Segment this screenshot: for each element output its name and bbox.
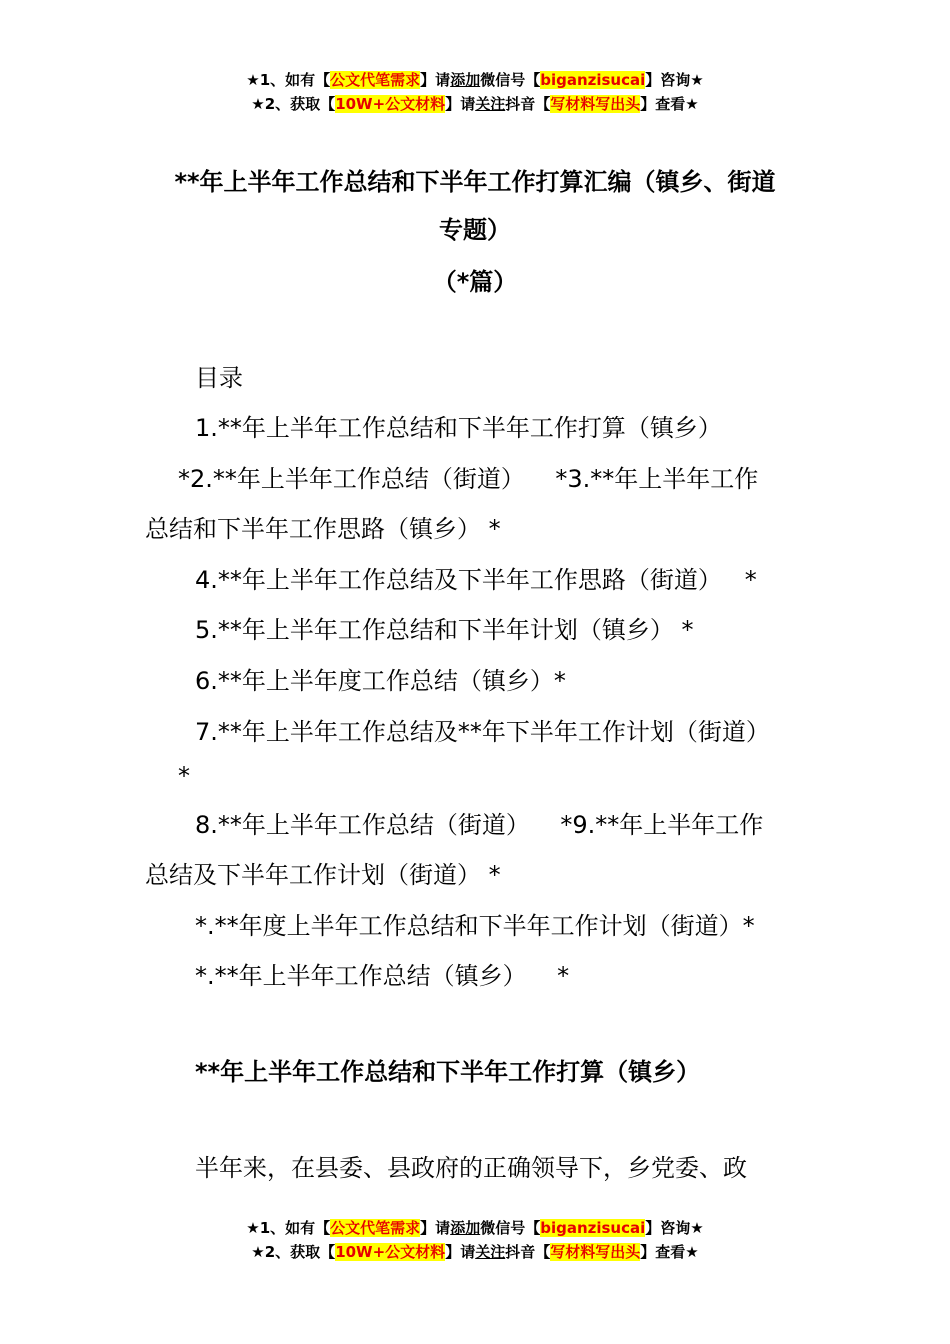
- toc-heading: 目录: [195, 364, 243, 392]
- banner-highlight: 写材料写出头: [550, 95, 641, 113]
- banner-text: ★1、如有【: [246, 71, 331, 89]
- banner-underline: 关注: [475, 95, 506, 113]
- banner-text: 】查看★: [640, 95, 699, 113]
- section-heading: **年上半年工作总结和下半年工作打算（镇乡）: [195, 1058, 701, 1086]
- banner-text: ★2、获取【: [251, 95, 336, 113]
- banner-text: 】咨询★: [645, 71, 704, 89]
- toc-line: *.**年度上半年工作总结和下半年工作计划（街道）*: [195, 912, 755, 940]
- toc-line: 4.**年上半年工作总结及下半年工作思路（街道） *: [195, 566, 757, 594]
- banner-text: 】请: [445, 1243, 476, 1261]
- banner-underline: 关注: [475, 1243, 506, 1261]
- banner-highlight: 公文代笔需求: [330, 1219, 421, 1237]
- banner-text: 】请: [445, 95, 476, 113]
- document-title: [145, 158, 805, 254]
- section-paragraph: 半年来，在县委、县政府的正确领导下，乡党委、政: [195, 1154, 747, 1182]
- toc-line: 8.**年上半年工作总结（街道） *9.**年上半年工作: [195, 811, 764, 839]
- toc-line: 6.**年上半年度工作总结（镇乡）*: [195, 667, 566, 695]
- toc-line: *.**年上半年工作总结（镇乡） *: [195, 962, 570, 990]
- toc-line: 7.**年上半年工作总结及**年下半年工作计划（街道）: [195, 718, 770, 746]
- banner-text: 】请: [420, 71, 451, 89]
- banner-text: 】咨询★: [645, 1219, 704, 1237]
- title-count: （*篇）: [432, 268, 518, 296]
- banner-text: ★2、获取【: [251, 1243, 336, 1261]
- toc-line: 总结和下半年工作思路（镇乡） *: [145, 515, 501, 543]
- banner-text: 】查看★: [640, 1243, 699, 1261]
- banner-line-1: [0, 1216, 950, 1240]
- title-line-2: 专题）: [439, 216, 511, 244]
- toc-line: 1.**年上半年工作总结和下半年工作打算（镇乡）: [195, 414, 722, 442]
- banner-text: 微信号【: [480, 71, 541, 89]
- banner-highlight: 10W+公文材料: [335, 95, 446, 113]
- footer-banner: [0, 1216, 950, 1264]
- banner-underline: 添加: [450, 71, 481, 89]
- banner-text: ★1、如有【: [246, 1219, 331, 1237]
- banner-highlight: biganzisucai: [540, 1219, 646, 1237]
- banner-highlight: 公文代笔需求: [330, 71, 421, 89]
- banner-highlight: 10W+公文材料: [335, 1243, 446, 1261]
- toc-line: *: [178, 762, 190, 790]
- banner-line-1: [0, 68, 950, 92]
- banner-highlight: biganzisucai: [540, 71, 646, 89]
- toc-line: *2.**年上半年工作总结（街道） *3.**年上半年工作: [178, 465, 759, 493]
- banner-line-2: [0, 92, 950, 116]
- banner-underline: 添加: [450, 1219, 481, 1237]
- header-banner: [0, 68, 950, 116]
- banner-line-2: [0, 1240, 950, 1264]
- banner-text: 】请: [420, 1219, 451, 1237]
- toc-line: 5.**年上半年工作总结和下半年计划（镇乡） *: [195, 616, 694, 644]
- banner-text: 抖音【: [505, 95, 551, 113]
- banner-text: 抖音【: [505, 1243, 551, 1261]
- banner-highlight: 写材料写出头: [550, 1243, 641, 1261]
- title-line-1: **年上半年工作总结和下半年工作打算汇编（镇乡、街道: [174, 168, 776, 196]
- toc-line: 总结及下半年工作计划（街道） *: [145, 861, 501, 889]
- banner-text: 微信号【: [480, 1219, 541, 1237]
